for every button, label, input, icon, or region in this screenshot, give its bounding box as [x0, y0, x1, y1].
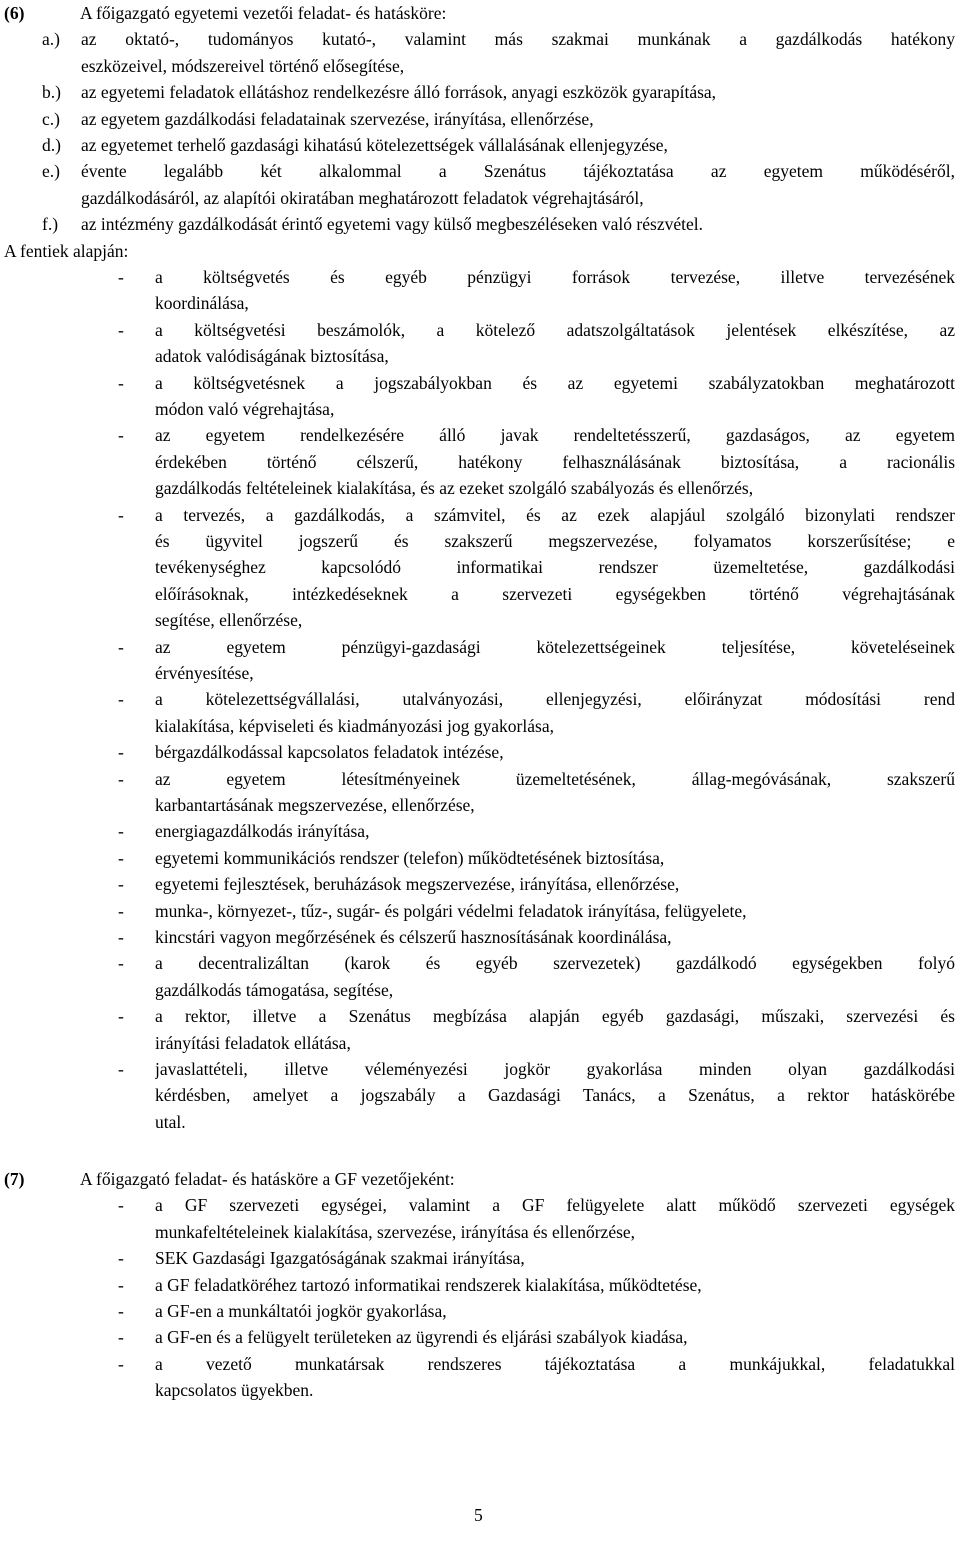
item-text: az intézmény gazdálkodását érintő egyetemi vagy külső megbeszéléseken való részvétel.: [81, 214, 703, 235]
bullet-text: javaslattételi, illetve véleményezési jogkör gyakorlása minden olyan gazdálkodási: [155, 1059, 955, 1079]
bullet-text: segítése, ellenőrzése,: [155, 610, 303, 631]
item-text: évente legalább két alkalommal a Szenátus tájékoztatása az egyetem működéséről,: [81, 161, 955, 182]
bullet-dash: -: [118, 636, 124, 657]
bullet-text: a GF szervezeti egységei, valamint a GF felügyelete alatt működő szervezeti egységek: [155, 1195, 955, 1216]
bullet-text: energiagazdálkodás irányítása,: [155, 821, 370, 842]
bullet-text: egyetemi fejlesztések, beruházások megszervezése, irányítása, ellenőrzése,: [155, 874, 680, 895]
bullet-dash: -: [118, 267, 124, 287]
bullet-text: a GF feladatköréhez tartozó informatikai rendszerek kialakítása, működtetése,: [155, 1274, 702, 1295]
page-number: 5: [474, 1505, 483, 1525]
bullet-text: adatok valódiságának biztosítása,: [155, 346, 389, 367]
bullet-text: munkafeltételeinek kialakítása, szervezése, irányítása és ellenőrzése,: [155, 1221, 636, 1242]
bullet-dash: -: [118, 1059, 124, 1079]
bullet-text: gazdálkodás feltételeinek kialakítása, és az ezeket szolgáló szabályozás és ellenőrzés,: [155, 478, 754, 499]
bullet-text: a GF-en a munkáltatói jogkör gyakorlása,: [155, 1301, 447, 1321]
bullet-text: a tervezés, a gazdálkodás, a számvitel, és az ezek alapjául szolgáló bizonylati rendszer: [155, 504, 955, 525]
bullet-text: kérdésben, amelyet a jogszabály a Gazdasági Tanács, a Szenátus, a rektor hatáskörébe: [155, 1085, 955, 1106]
bullet-dash: -: [118, 1195, 124, 1216]
bullet-dash: -: [118, 927, 124, 947]
bullet-text: kapcsolatos ügyekben.: [155, 1380, 314, 1401]
bullet-dash: -: [118, 768, 124, 789]
bullet-dash: -: [118, 1248, 124, 1269]
bullet-text: érdekében történő célszerű, hatékony felhasználásának biztosítása, a racionális: [155, 451, 955, 472]
section-number: (7): [4, 1169, 25, 1189]
bullet-text: az egyetem létesítményeinek üzemeltetésének, állag-megóvásának, szakszerű: [155, 768, 955, 789]
item-label: f.): [42, 214, 59, 235]
bullet-text: a rektor, illetve a Szenátus megbízása alapján egyéb gazdasági, műszaki, szervezési és: [155, 1006, 955, 1027]
bullet-text: egyetemi kommunikációs rendszer (telefon) működtetésének biztosítása,: [155, 847, 665, 868]
bullet-text: tevékenységhez kapcsolódó informatikai rendszer üzemeltetése, gazdálkodási: [155, 557, 955, 578]
item-label: e.): [42, 161, 60, 182]
section-title: A főigazgató feladat- és hatásköre a GF vezetőjeként:: [80, 1169, 455, 1189]
item-label: c.): [42, 108, 60, 129]
bullet-text: érvényesítése,: [155, 663, 254, 683]
item-text: eszközeivel, módszereivel történő elősegítése,: [81, 55, 405, 76]
bullet-dash: -: [118, 689, 124, 710]
bullet-text: SEK Gazdasági Igazgatóságának szakmai irányítása,: [155, 1248, 525, 1269]
bullet-text: a költségvetésnek a jogszabályokban és az egyetemi szabályzatokban meghatározott: [155, 372, 955, 393]
intro-text: A fentiek alapján:: [4, 240, 129, 261]
bullet-text: a kötelezettségvállalási, utalványozási, ellenjegyzési, előirányzat módosítási rend: [155, 689, 955, 710]
bullet-dash: -: [118, 900, 124, 921]
bullet-text: a decentralizáltan (karok és egyéb szervezetek) gazdálkodó egységekben folyó: [155, 953, 955, 974]
bullet-text: az egyetem rendelkezésére álló javak rendeltetésszerű, gazdaságos, az egyetem: [155, 425, 955, 446]
bullet-text: előírásoknak, intézkedéseknek a szervezeti egységekben történő végrehajtásának: [155, 583, 955, 604]
bullet-dash: -: [118, 1274, 124, 1295]
bullet-dash: -: [118, 372, 124, 393]
bullet-text: karbantartásának megszervezése, ellenőrzése,: [155, 795, 475, 815]
bullet-text: a költségvetési beszámolók, a kötelező adatszolgáltatások jelentések elkészítése, az: [155, 319, 955, 340]
bullet-dash: -: [118, 319, 124, 340]
bullet-dash: -: [118, 504, 124, 525]
bullet-text: gazdálkodás támogatása, segítése,: [155, 979, 394, 1000]
bullet-dash: -: [118, 847, 124, 868]
bullet-text: az egyetem pénzügyi-gazdasági kötelezettségeinek teljesítése, követeléseinek: [155, 636, 955, 657]
bullet-text: és ügyvitel jogszerű és szakszerű megszervezése, folyamatos korszerűsítése; e: [155, 531, 955, 551]
bullet-dash: -: [118, 953, 124, 974]
bullet-dash: -: [118, 821, 124, 842]
bullet-dash: -: [118, 425, 124, 446]
bullet-text: a költségvetés és egyéb pénzügyi források tervezése, illetve tervezésének: [155, 267, 955, 287]
bullet-dash: -: [118, 1353, 124, 1374]
item-label: b.): [42, 82, 61, 103]
item-text: gazdálkodásáról, az alapítói okiratában meghatározott feladatok végrehajtásáról,: [81, 187, 644, 208]
item-text: az oktató-, tudományos kutató-, valamint más szakmai munkának a gazdálkodás hatékony: [81, 29, 955, 50]
bullet-dash: -: [118, 1327, 124, 1348]
bullet-text: módon való végrehajtása,: [155, 399, 335, 419]
bullet-text: bérgazdálkodással kapcsolatos feladatok intézése,: [155, 742, 504, 763]
bullet-text: koordinálása,: [155, 293, 249, 314]
bullet-dash: -: [118, 1006, 124, 1027]
item-text: az egyetemet terhelő gazdasági kihatású kötelezettségek vállalásának ellenjegyzése,: [81, 135, 668, 155]
bullet-text: munka-, környezet-, tűz-, sugár- és polgári védelmi feladatok irányítása, felügyelete,: [155, 900, 747, 921]
section-title: A főigazgató egyetemi vezetői feladat- és hatásköre:: [80, 3, 447, 23]
bullet-text: a GF-en és a felügyelt területeken az ügyrendi és eljárási szabályok kiadása,: [155, 1327, 688, 1348]
bullet-dash: -: [118, 1301, 124, 1321]
item-text: az egyetemi feladatok ellátáshoz rendelkezésre álló források, anyagi eszközök gyarapítása,: [81, 82, 717, 103]
bullet-text: kialakítása, képviseleti és kiadmányozási jog gyakorlása,: [155, 715, 554, 736]
bullet-text: utal.: [155, 1111, 186, 1132]
section-number: (6): [4, 3, 25, 23]
item-label: a.): [42, 29, 60, 50]
item-label: d.): [42, 135, 61, 155]
bullet-dash: -: [118, 742, 124, 763]
item-text: az egyetem gazdálkodási feladatainak szervezése, irányítása, ellenőrzése,: [81, 108, 594, 129]
bullet-text: a vezető munkatársak rendszeres tájékoztatása a munkájukkal, feladatukkal: [155, 1353, 955, 1374]
bullet-text: kincstári vagyon megőrzésének és célszerű hasznosításának koordinálása,: [155, 927, 672, 947]
bullet-dash: -: [118, 874, 124, 895]
bullet-text: irányítási feladatok ellátása,: [155, 1032, 351, 1053]
